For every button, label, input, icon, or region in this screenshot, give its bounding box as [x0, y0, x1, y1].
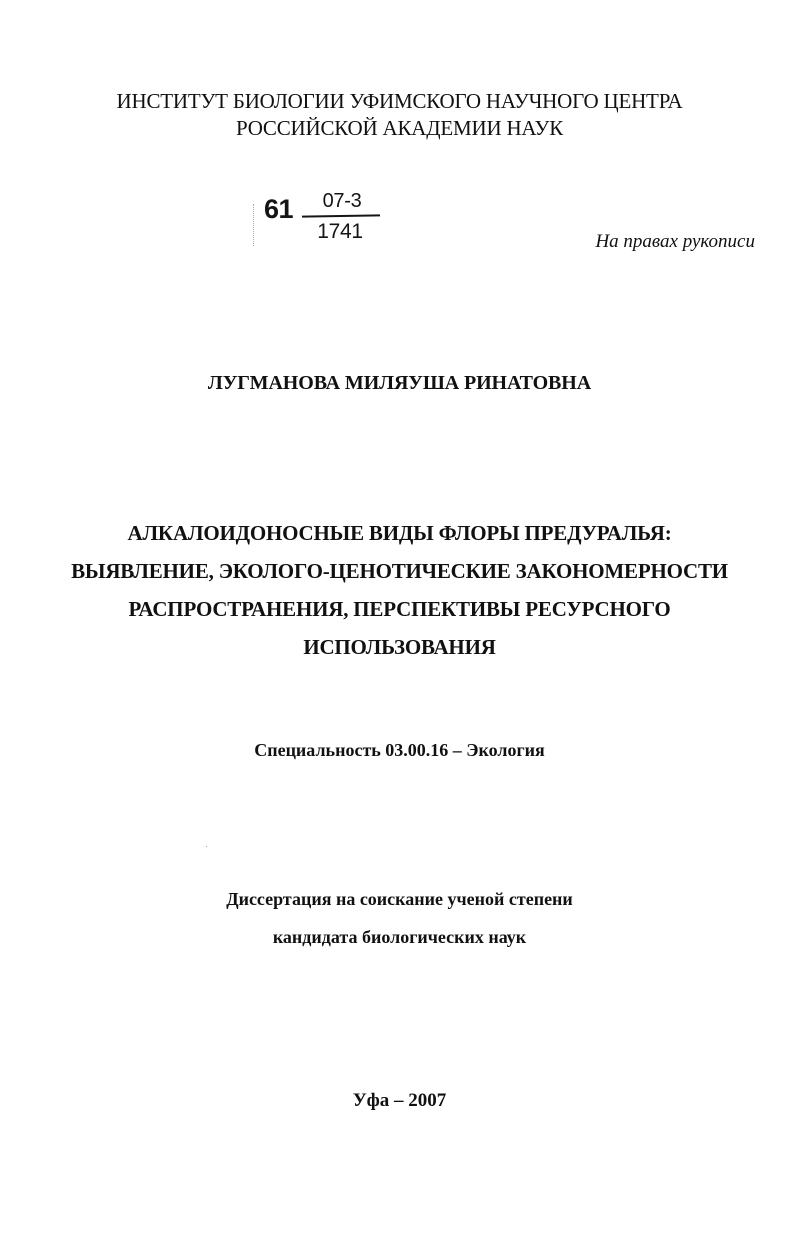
degree-statement: [0, 880, 799, 956]
specialty: Специальность 03.00.16 – Экология: [254, 740, 545, 760]
stamp-denominator: 1741: [317, 220, 363, 243]
library-stamp: [262, 190, 382, 260]
author-name: ЛУГМАНОВА МИЛЯУША РИНАТОВНА: [207, 372, 592, 394]
stamp-numerator: 07-3: [322, 190, 362, 212]
dissertation-title: [0, 514, 799, 666]
institute-line-2: РОССИЙСКОЙ АКАДЕМИИ НАУК: [235, 116, 564, 140]
stamp-prefix: 61: [264, 194, 294, 224]
stamp-margin-mark: [253, 204, 256, 246]
title-line-2: ВЫЯВЛЕНИЕ, ЭКОЛОГО-ЦЕНОТИЧЕСКИЕ ЗАКОНОМЕРНОСТИ: [71, 559, 728, 583]
title-line-1: АЛКАЛОИДОНОСНЫЕ ВИДЫ ФЛОРЫ ПРЕДУРАЛЬЯ:: [127, 521, 672, 545]
degree-line-1: Диссертация на соискание ученой степени: [226, 889, 573, 909]
city-year: Уфа – 2007: [352, 1090, 447, 1111]
institute-header: [0, 88, 799, 142]
scan-speck: [206, 846, 207, 847]
title-line-4: ИСПОЛЬЗОВАНИЯ: [303, 635, 496, 659]
institute-line-1: ИНСТИТУТ БИОЛОГИИ УФИМСКОГО НАУЧНОГО ЦЕНТРА: [116, 89, 683, 113]
stamp-fraction-line: [302, 214, 380, 217]
manuscript-rights-note: На правах рукописи: [595, 231, 755, 252]
degree-line-2: кандидата биологических наук: [272, 927, 527, 947]
title-line-3: РАСПРОСТРАНЕНИЯ, ПЕРСПЕКТИВЫ РЕСУРСНОГО: [128, 597, 671, 621]
